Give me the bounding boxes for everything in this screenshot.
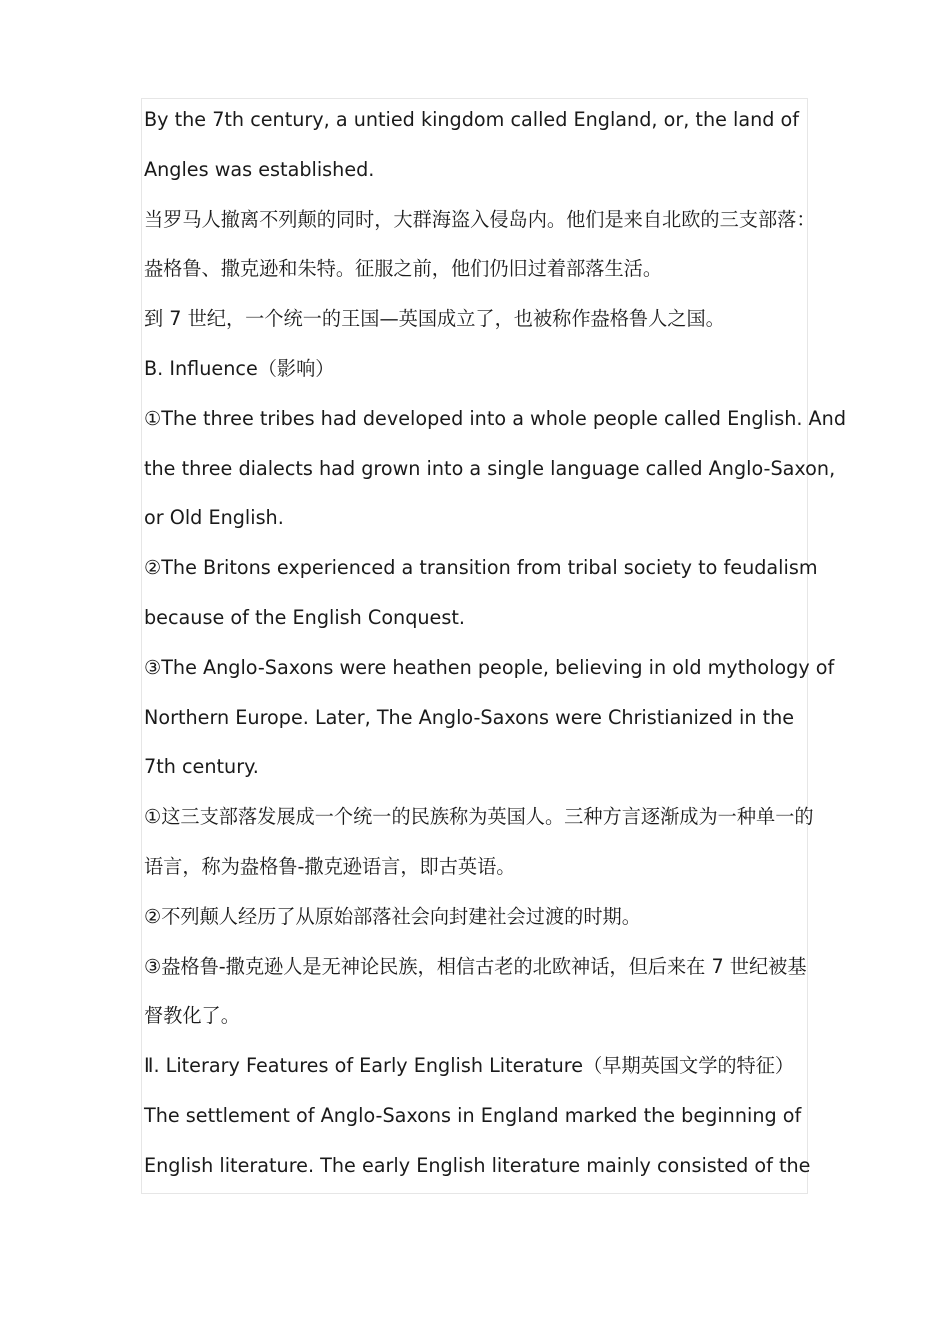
text-line: By the 7th century, a untied kingdom called England, or, the land of <box>144 108 800 131</box>
text-line: 当罗马人撤离不列颠的同时，大群海盗入侵岛内。他们是来自北欧的三支部落： <box>144 207 816 231</box>
section-heading-literary-features: Ⅱ. Literary Features of Early English Literature（早期英国文学的特征） <box>144 1054 795 1078</box>
document-body <box>144 95 847 1191</box>
text-line: 7th century. <box>144 755 259 779</box>
text-line: or Old English. <box>144 506 284 530</box>
text-line: ②不列颠人经历了从原始部落社会向封建社会过渡的时期。 <box>144 904 641 928</box>
text-line: The settlement of Anglo-Saxons in England marked the beginning of <box>144 1103 802 1127</box>
text-line: because of the English Conquest. <box>144 605 465 629</box>
text-line: 盎格鲁、撒克逊和朱特。征服之前，他们仍旧过着部落生活。 <box>144 257 663 281</box>
text-line: Angles was established. <box>144 157 375 181</box>
text-line: 语言，称为盎格鲁-撒克逊语言，即古英语。 <box>144 854 516 878</box>
text-line: ①这三支部落发展成一个统一的民族称为英国人。三种方言逐渐成为一种单一的 <box>144 805 814 829</box>
text-line: English literature. The early English literature mainly consisted of the <box>144 1153 811 1177</box>
text-line: ①The three tribes had developed into a whole people called English. And <box>144 406 847 430</box>
section-heading-influence: B. Influence（影响） <box>144 356 335 380</box>
text-line: 督教化了。 <box>144 1004 240 1028</box>
text-line: ②The Britons experienced a transition from tribal society to feudalism <box>144 556 818 580</box>
text-line: ③盎格鲁-撒克逊人是无神论民族，相信古老的北欧神话，但后来在 7 世纪被基 <box>144 954 807 978</box>
text-line: 到 7 世纪，一个统一的王国—英国成立了，也被称作盎格鲁人之国。 <box>144 307 725 331</box>
text-line: Northern Europe. Later, The Anglo-Saxons were Christianized in the <box>144 705 795 729</box>
text-line: the three dialects had grown into a single language called Anglo-Saxon, <box>144 456 836 480</box>
text-line: ③The Anglo-Saxons were heathen people, believing in old mythology of <box>144 655 835 679</box>
